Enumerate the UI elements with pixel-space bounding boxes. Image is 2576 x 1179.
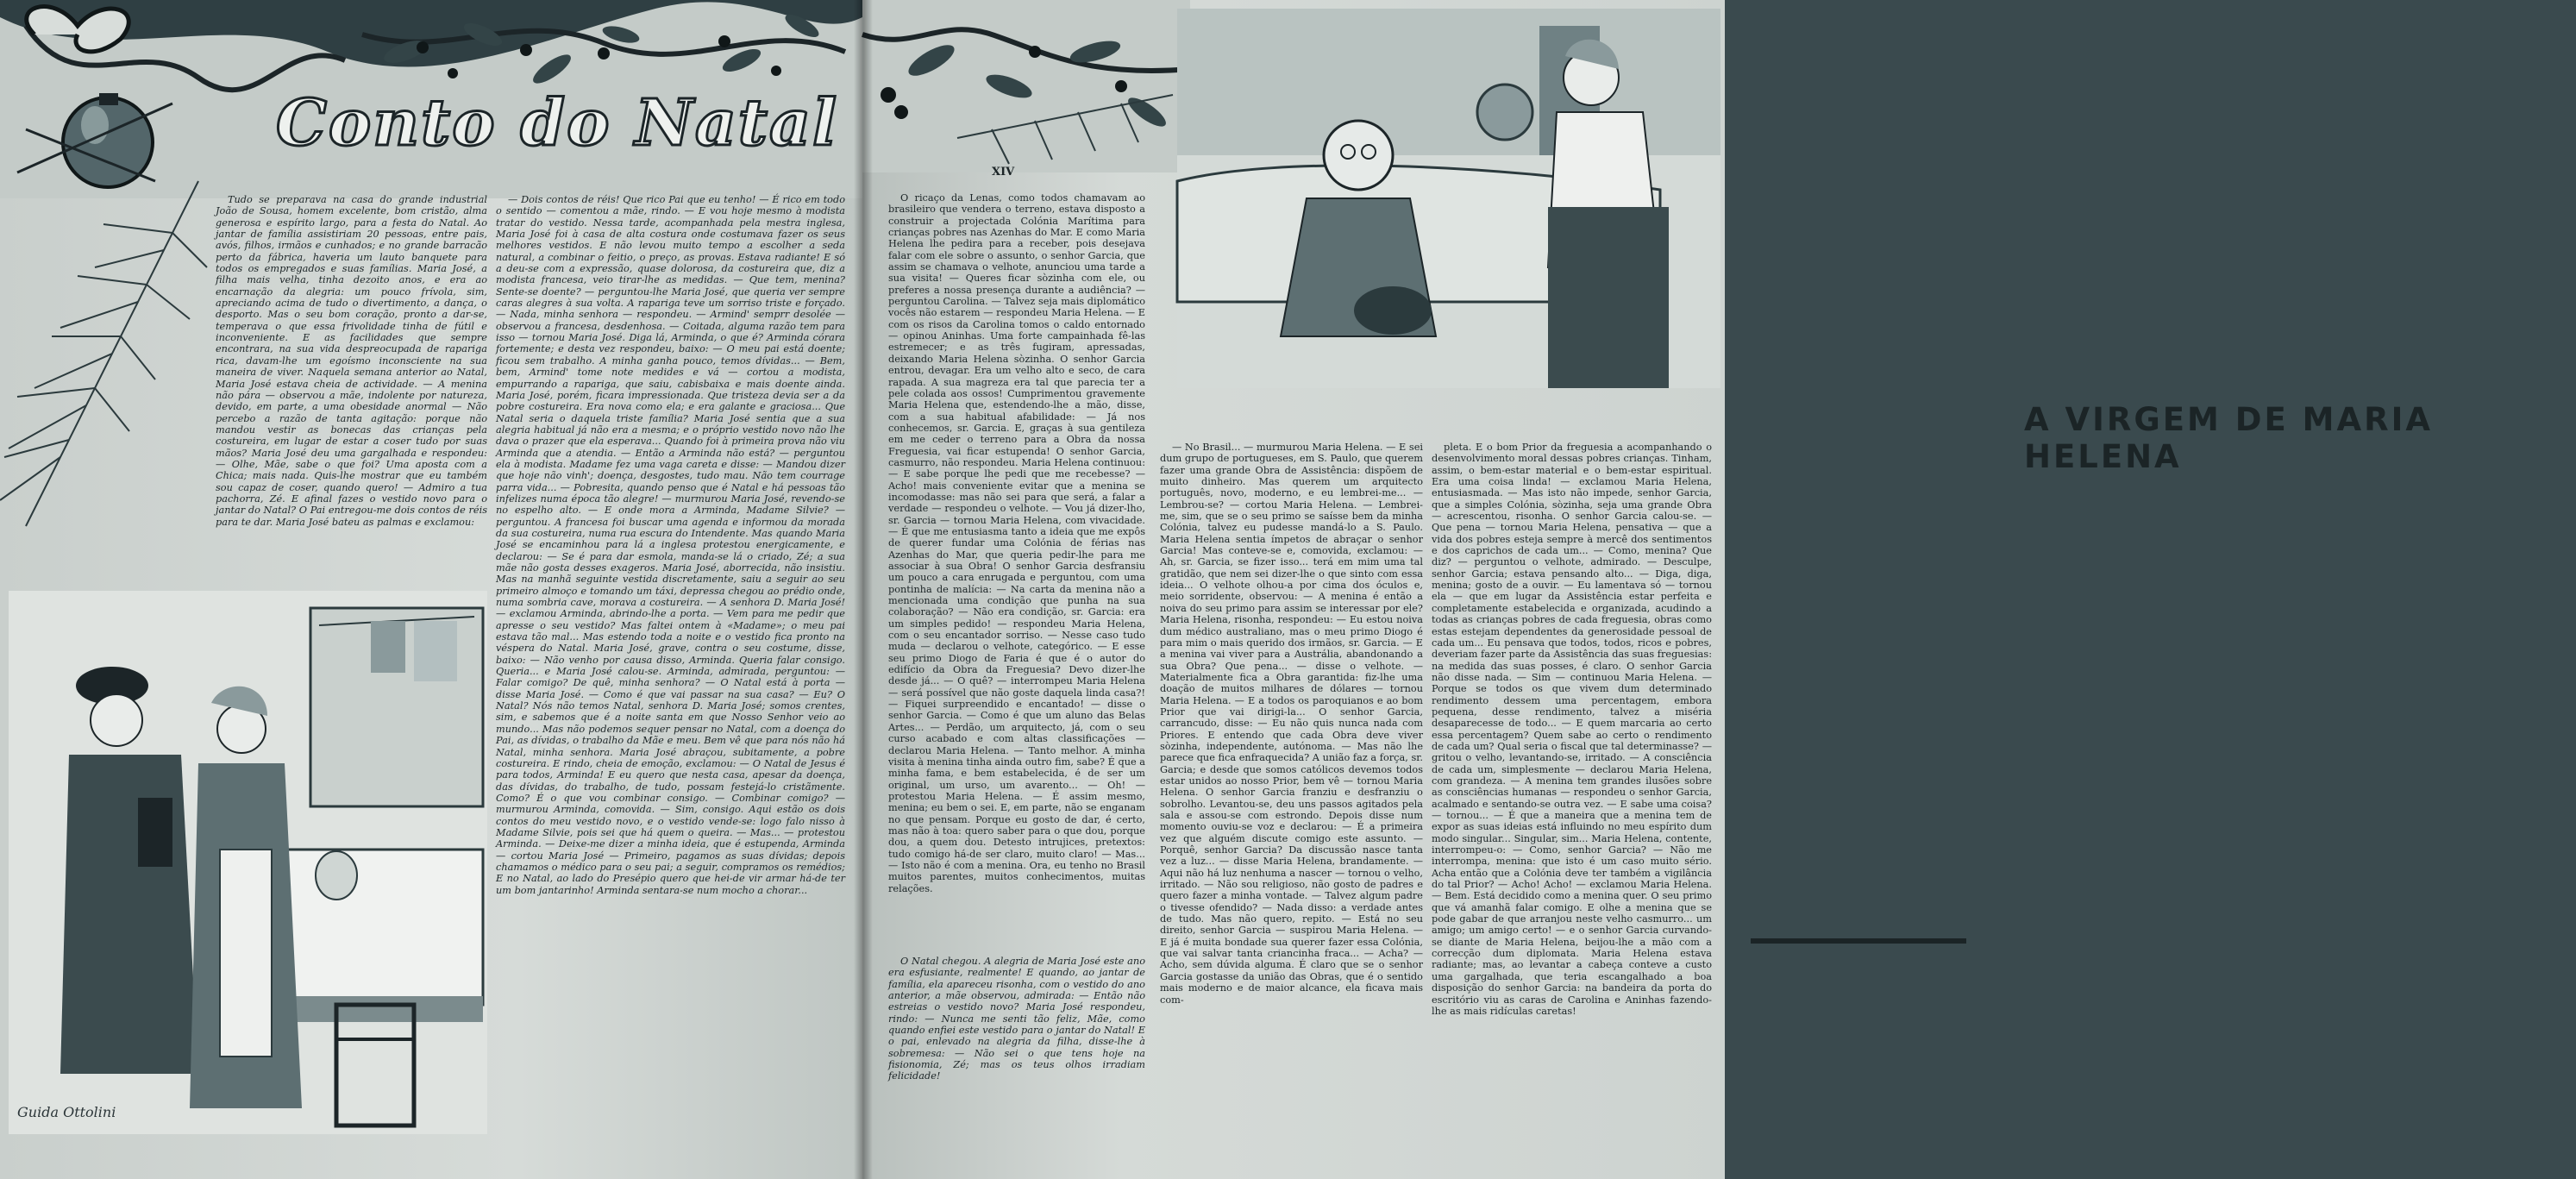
column-text: — Dois contos de réis! Que rico Pai que eu tenho! — É rico em todo o sentido — comentou a mãe, rindo. — E vou hoje mesmo à modista tratar do vestido. Nessa tarde, acompanhada pela mestra inglesa, Maria José foi à casa de alta costura onde costumava fazer os seus melhores vestidos. E não levou muito tempo a escolher a seda natural, a combinar o feitio, o preço, as provas. Estava radiante! E só a deu-se com a expressão, quase dolorosa, da costureira que, diz a modista francesa, veio tirar-lhe as medidas. — Que tem, menina? Sente-se doente? — perguntou-lhe Maria José, que queria ver sempre caras alegres à sua volta. A rapariga teve um sorriso triste e forçado. — Nada, minha senhora — respondeu. — Armind' semprr desolée — observou a francesa, desdenhosa. — Coitada, alguma razão tem para isso — tornou Maria José. Diga lá, Arminda, o que é? Arminda córara fortemente; e desta vez respondeu, baixo: — O meu pai está doente; ficou sem trabalho. A minha ganha pouco, temos dívidas... — Bem, bem, Armind' tome note medides e vá — cortou a modista, empurrando a rapariga, que saiu, cabisbaixa e mais doente ainda. Maria José, porém, ficara impressionada. Que tristeza devia ser a da pobre costureira. Era nova como ela; e era galante e graciosa... Que Natal seria o daquela triste família? Maria José sentia que a sua alegria habitual já não era a mesma; e o próprio vestido novo não lhe dava o prazer que ela esperava... Quando foi à primeira prova não viu Arminda que a atendia. — Então a Arminda não está? — perguntou ela à modista. Madame fez uma vaga careta e disse: — Mandou dizer que hoje não vinh'; doença, desgostes, tudo mau. Não tem courrage parra vida... — Pobresita, quando penso que é Natal e há pessoas tão infelizes numa época tão alegre! — murmurou Maria José, revendo-se no espelho alto. — E onde mora a Arminda, Madame Silvie? — perguntou. A francesa foi buscar uma agenda e informou da morada da sua costureira, numa rua escura do Intendente. Mas quando Maria José se encaminhou para lá a inglesa protestou energicamente, e declarou: — Se é para dar esmola, manda-se lá o criado, Zé; a sua mãe não gosta desses exageros. Maria José, aborrecida, não insistiu. Mas na manhã seguinte vestida discretamente, saiu a seguir ao seu primeiro almoço e tomando um táxi, depressa chegou ao prédio onde, numa sombria cave, morava a costureira. — A senhora D. Maria José! — exclamou Arminda, abrindo-lhe a porta. — Vem para me pedir que apresse o seu vestido? Mas faltei ontem à «Madame»; o meu pai estava tão mal... Mas estendo toda a noite e o vestido fica pronto na véspera do Natal. Maria José, grave, contra o seu costume, disse, baixo: — Não venho por causa disso, Arminda. Queria falar consigo. Queria... e Maria José calou-se. Arminda, admirada, perguntou: — Falar comigo? De quê, minha senhora? — O Natal está à porta — disse Maria José. — Como é que vai passar na sua casa? — Eu? O Natal? Nós não temos Natal, senhora D. Maria José; somos crentes, sim, e sabemos que é a noite santa em que Nosso Senhor veio ao mundo... Mas não podemos sequer pensar no Natal, com a doença do Pai, as dívidas, o trabalho da Mãe e meu. Bem vê que para nós não há Natal, minha senhora. Maria José abraçou, subitamente, a pobre costureira. E rindo, cheia de emoção, exclamou: — O Natal de Jesus é para todos, Arminda! E eu quero que nesta casa, apesar da doença, das dívidas, do trabalho, de tudo, possam festejá-lo cristãmente. Como? É o que vou combinar consigo. — Combinar comigo? — murmurou Arminda, comovida. — Sim, consigo. Aqui estão os dois contos do meu vestido novo, e o vestido vende-se: logo falo nisso à Madame Silvie, pois sei que há quem o queira. — Mas... — protestou Arminda. — Deixe-me dizer a minha ideia, que é estupenda, Arminda — cortou Maria José — Primeiro, pagamos as suas dívidas; depois chamamos o médico para o seu pai; a seguir, compramos os remédios; E no Natal, ao lado do Presépio quero que hei-de vir armar há-de ter um bom jantarinho! Arminda sentara-se num mocho a chorar... — [496, 194, 845, 896]
column-text: O ricaço da Lenas, como todos chamavam ao brasileiro que vendera o terreno, estava disposto a construir a projectada Colónia Marítima para crianças pobres nas Azenhas do Mar. E como Maria Helena lhe pedira para a receber, pois desejava falar com ele sobre o assunto, o senhor Garcia, que assim se chamava o velhote, anunciou uma tarde a sua visita! — Queres ficar sòzinha com ele, ou preferes a nossa presença durante a audiência? — perguntou Carolina. — Talvez seja mais diplomático vocês não estarem — respondeu Maria Helena. — E com os risos da Carolina tomos o caldo entornado — opinou Aninhas. Uma forte campainhada fê-las estremecer; e as três fugiram, apressadas, deixando Maria Helena sòzinha. O senhor Garcia entrou, devagar. Era um velho alto e seco, de cara rapada. A sua magreza era tal que parecia ter a pele colada aos ossos! Cumprimentou gravemente Maria Helena que, estendendo-lhe a mão, disse, com a sua habitual afabilidade: — Já nos conhecemos, sr. Garcia. E, graças à sua gentileza em me ceder o terreno para a Obra da nossa Freguesia, vai ficar estupenda! O senhor Garcia, casmurro, não respondeu. Maria Helena continuou: — E sabe porque lhe pedi que me recebesse? — Acho! mais conveniente evitar que a menina se incomodasse: mas não sei para que será, a falar a verdade — respondeu o velhote. — Vou já dizer-lho, sr. Garcia — tornou Maria Helena, com vivacidade. — É que me entusiasma tanto a ideia que me expôs de querer fundar uma Colónia de férias nas Azenhas do Mar, que queria pedir-lhe para me associar à sua Obra! O senhor Garcia desfransiu um pouco a cara enrugada e perguntou, com uma pontinha de malícia: — Na carta da menina não a mencionada uma condição que punha na sua colaboração? — Não era condição, sr. Garcia: era um simples pedido! — respondeu Maria Helena, com o seu encantador sorriso. — Nesse caso tudo muda — declarou o velhote, categórico. — E esse seu primo Diogo de Faria é que é o autor do edifício da Obra da Freguesia? Devo dizer-lhe desde já... — O quê? — interrompeu Maria Helena — será possível que não goste daquela linda casa?! — Fiquei surpreendido e encantado! — disse o senhor Garcia. — Como é que um aluno das Belas Artes... — Perdão, um arquitecto, já, com o seu curso acabado e com altas classificações — declarou Maria Helena. — Tanto melhor. A minha visita à menina tinha ainda outro fim, sabe? É que a minha fama, e bem estabelecida, é de ser um original, um urso, um avarento... — Oh! — protestou Maria Helena. — É assim mesmo, menina; eu bem o sei. E, em parte, não se enganam no que pensam. Porque eu gosto de dar, é certo, mas não à toa: quero saber para o que dou, porque dou, a quem dou. Detesto intrujices, pretextos: tudo comigo há-de ser claro, muito claro! — Mas... — Isto não é com a menina. Ora, eu tenho no Brasil muitos parentes, muitos conhecimentos, muitas relações. — [888, 192, 1145, 894]
text-column-4 — [1160, 442, 1423, 1132]
text-column-5 — [1432, 442, 1712, 1132]
spine-gutter — [854, 0, 873, 1179]
column-text: O Natal chegou. A alegria de Maria José este ano era esfusiante, realmente! E quando, ao jantar de família, ela apareceu risonha, com o vestido do ano anterior, a mãe observou, admirada: — Então não estreias o vestido novo? Maria José respondeu, rindo: — Nunca me senti tão feliz, Mãe, como quando enfiei este vestido para o jantar do Natal! E o pai, enlevado na alegria da filha, disse-lhe à sobremesa: — Não sei o que tens hoje na fisionomia, Zé; mas os teus olhos irradiam felicidade! — [888, 956, 1145, 1082]
holly-branch-illustration — [862, 0, 1190, 172]
column-text: pleta. E o bom Prior da freguesia a acompanhando o desenvolvimento moral dessas pobres crianças. Tinham, assim, o bem-estar material e o bem-estar espiritual. Era uma coisa linda! — exclamou Maria Helena, entusiasmada. — Mas isto não impede, senhor Garcia, que a simples Colónia, sòzinha, seja uma grande Obra — acrescentou, risonha. O senhor Garcia calou-se. — Que pena — tornou Maria Helena, pensativa — que a vida dos pobres esteja sempre à mercê dos sentimentos e dos caprichos de cada um... — Como, menina? Que diz? — perguntou o velhote, admirado. — Desculpe, senhor Garcia; estava pensando alto... — Diga, diga, menina; gosto de a ouvir. — Eu lamentava só — tornou ela — que em lugar da Assistência estar perfeita e completamente estabelecida e organizada, acudindo a todas as crianças pobres de cada freguesia, obras como estas estejam dependentes da generosidade pessoal de cada um... Eu pensava que todos, todos, ricos e pobres, deveriam fazer parte da Assistência das suas freguesias: na medida das suas posses, é claro. O senhor Garcia não disse nada. — Sim — continuou Maria Helena. — Porque se todos os que vivem dum determinado rendimento dessem uma percentagem, embora pequena, desse rendimento, talvez a miséria desaparecesse de todo... — E quem marcaria ao certo essa percentagem? Quem sabe ao certo o rendimento de cada um? Qual seria o fiscal que tal determinasse? — gritou o velho, levantando-se, irritado. — A consciência de cada um, simplesmente — declarou Maria Helena, com grandeza. — A menina tem grandes ilusões sobre as consciências humanas — respondeu o senhor Garcia, acalmado e sentando-se outra vez. — E sabe uma coisa? — tornou... — É que a maneira que a menina tem de expor as suas ideias está influindo no meu espírito dum modo singular... Singular, sim... Maria Helena, contente, interrompeu-o: — Como, senhor Garcia? — Não me interrompa, menina: que isto é um caso muito sério. Acha então que a Colónia deve ter também a vigilância do tal Prior? — Acho! Acho! — exclamou Maria Helena. — Bem. Está decidido como a menina quer. O seu primo que vá amanhã falar comigo. E olhe a menina que se pode gabar de que arranjou neste velho casmurro... um amigo; um amigo certo! — e o senhor Garcia curvando-se diante de Maria Helena, beijou-lhe a mão com a correcção dum diplomata. Maria Helena estava radiante; mas, ao levantar a cabeça conteve a custo uma gargalhada, que teria escangalhado a boa disposição do senhor Garcia: na bandeira da porta do escritório viu as caras de Carolina e Aninhas fazendo-lhe as mais ridículas caretas! — [1432, 442, 1713, 1017]
text-column-2 — [496, 194, 845, 1151]
story-title: Conto do Natal — [276, 86, 839, 160]
left-page — [0, 0, 862, 1179]
page-number: XIV — [992, 166, 1015, 179]
column-text: — No Brasil... — murmurou Maria Helena. — E sei dum grupo de portugueses, em S. Paulo, que querem fazer uma grande Obra de Assistência: dispõem de muito dinheiro. Mas querem um arquitecto português, novo, moderno, e eu lembrei-me... — Lembrou-se? — cortou Maria Helena. — Lembrei-me, sim, que se o seu primo se saísse bem da minha Colónia, talvez eu pudesse mandá-lo a S. Paulo. Maria Helena sentia ímpetos de abraçar o senhor Garcia! Mas conteve-se e, comovida, exclamou: — Ah, sr. Garcia, se fizer isso... terá em mim uma tal gratidão, que nem sei dizer-lhe o que sinto com essa ideia... O velhote olhou-a por cima dos óculos e, meio sorridente, observou: — A menina é então a noiva do seu primo para assim se interessar por ele? Maria Helena, risonha, respondeu: — Eu estou noiva dum médico australiano, mas o meu primo Diogo é para mim o mais querido dos irmãos, sr. Garcia. — E a menina vai viver para a Austrália, abandonando a sua Obra? Que pena... — disse o velhote. — Materialmente fica a Obra garantida: fiz-lhe uma doação de muitos milhares de dólares — tornou Maria Helena. — E a todos os paroquianos e ao bom Prior que vai dirigi-la... O senhor Garcia, carrancudo, disse: — Eu não quis nunca nada com Priores. E entendo que cada Obra deve viver sòzinha, independente, autónoma. — Mas não lhe parece que fica enfraquecida? A união faz a força, sr. Garcia; e desde que somos católicos devemos todos estar unidos ao nosso Prior, bem vê — tornou Maria Helena. O senhor Garcia franziu e desfranziu o sobrolho. Levantou-se, deu uns passos agitados pela sala e assou-se com estrondo. Depois disse num momento ouviu-se voz e declarou: — É a primeira vez que alguém discute comigo este assunto. — Porquê, senhor Garcia? Da discussão nasce tanta vez a luz... — disse Maria Helena, brandamente. — Aqui não há luz nenhuma a nascer — tornou o velho, irritado. — Não sou religioso, não gosto de padres e quero fazer a minha vontade. — Talvez algum padre o tivesse ofendido? — Nada disso: a verdade antes de tudo. Mas não quero, repito. — Está no seu direito, senhor Garcia — suspirou Maria Helena. — E já é muita bondade sua querer fazer essa Colónia, que vai salvar tanta criancinha fraca... — Acha? — Acho, sem dúvida alguma. É claro que se o senhor Garcia gostasse da união das Obras, que é o sentido mais moderno e de maior alcance, ela ficava mais com- — [1160, 442, 1423, 1006]
text-column-1 — [216, 194, 487, 565]
parlour-scene-illustration — [1177, 9, 1720, 388]
column-text: Tudo se preparava na casa do grande industrial João de Sousa, homem excelente, bom cristão, alma generosa e espírito largo, para a festa do Natal. Ao jantar de família assistiriam 20 pessoas, entre pais, avós, filhos, irmãos e cunhados; e no grande barracão perto da fábrica, haveria um lauto banquete para todos os empregados e suas famílias. Maria José, a filha mais velha, tinha dezoito anos, e era ao encarnação da alegria: um pouco frívola, sim, apreciando acima de tudo o divertimento, a dança, o desporto. Mas o seu bom coração, pronto a dar-se, temperava o que essa frivolidade tinha de fútil e inconveniente. E as facilidades que sempre encontrara, na sua vida despreocupada de rapariga rica, davam-lhe um egoísmo inconsciente na sua maneira de viver. Naquela semana anterior ao Natal, Maria José estava cheia de actividade. — A menina não pára — observou a mãe, indolente por natureza, devido, em parte, a uma obesidade anormal — Não percebo a razão de tanta agitação: porque não mandou vestir as bonecas das crianças pela costureira, em lugar de estar a coser tudo por suas mãos? Maria José deu uma gargalhada e respondeu: — Olhe, Mãe, sabe o que foi? Uma aposta com a Chica; mais nada. Quis-lhe mostrar que eu também sou capaz de coser, quando quero! — Admiro a tua pachorra, Zé. E afinal fazes o vestido novo para o jantar do Natal? O Pai entregou-me dois contos de réis para te dar. Maria José bateu as palmas e exclamou: — [216, 194, 487, 528]
sickroom-illustration — [9, 591, 487, 1134]
right-page — [862, 0, 2433, 1179]
illustrator-signature: Guida Ottolini — [17, 1104, 116, 1120]
section-divider — [1751, 938, 1966, 944]
text-column-3 — [888, 192, 1145, 927]
story-headline: A VIRGEM DE MARIA HELENA — [2024, 401, 2433, 475]
text-column-3-end — [888, 956, 1145, 1132]
pine-branch-illustration — [0, 172, 216, 535]
